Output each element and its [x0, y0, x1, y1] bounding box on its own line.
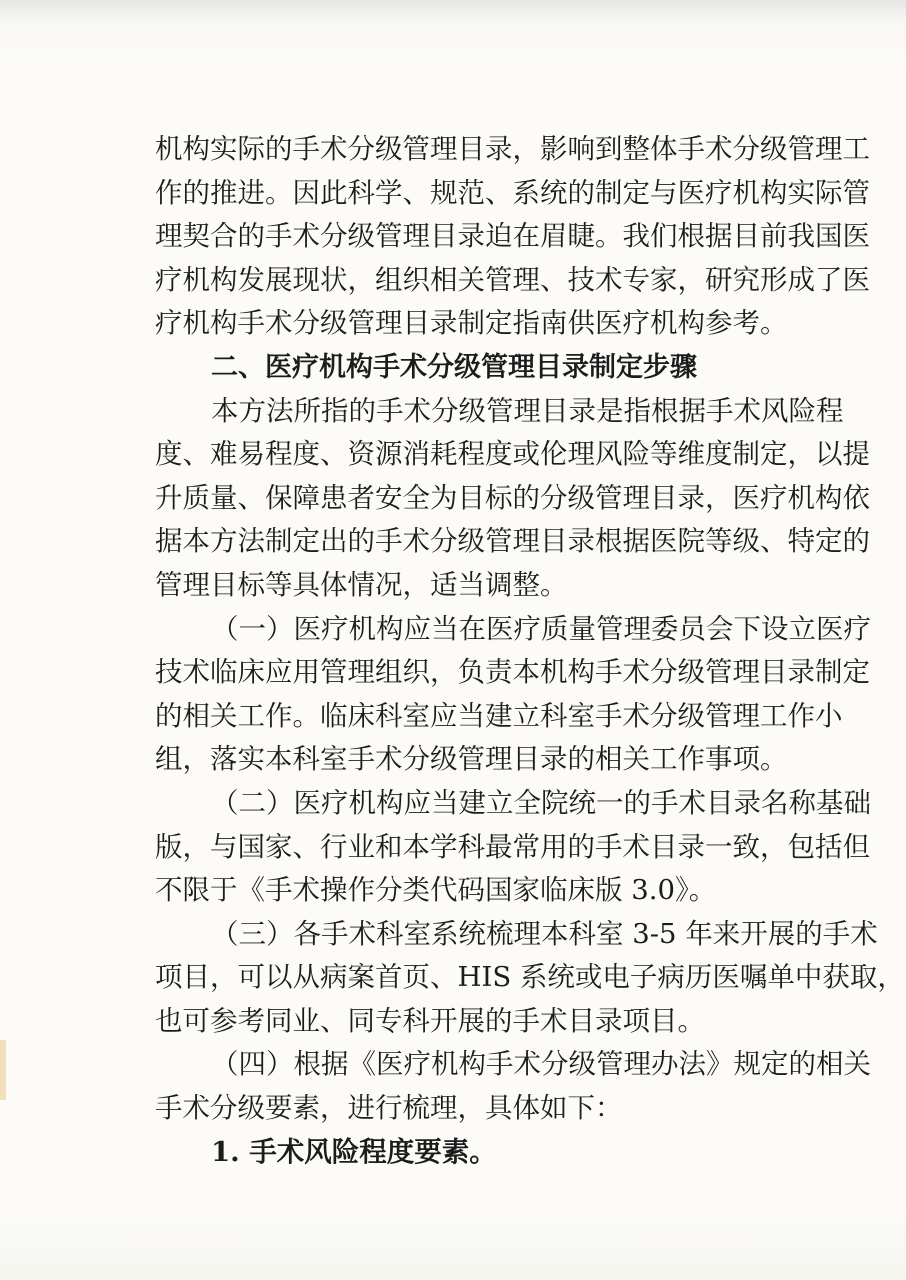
paragraph-line: （一）医疗机构应当在医疗质量管理委员会下设立医疗: [211, 612, 871, 645]
scan-edge: [0, 0, 906, 22]
subsection-heading: 1. 手术风险程度要素。: [211, 1135, 497, 1168]
paragraph-line: 理契合的手术分级管理目录迫在眉睫。我们根据目前我国医: [155, 220, 870, 253]
paragraph-line: （二）医疗机构应当建立全院统一的手术目录名称基础: [211, 786, 871, 819]
paragraph-line: 度、难易程度、资源消耗程度或伦理风险等维度制定，以提: [155, 438, 870, 471]
paragraph-line: 项目，可以从病案首页、HIS 系统或电子病历医嘱单中获取，: [155, 961, 905, 994]
paragraph-line: 疗机构手术分级管理目录制定指南供医疗机构参考。: [155, 307, 788, 340]
paragraph-line: 管理目标等具体情况，适当调整。: [155, 568, 568, 601]
paragraph-line: 本方法所指的手术分级管理目录是指根据手术风险程: [211, 394, 844, 427]
paragraph-line: 升质量、保障患者安全为目标的分级管理目录，医疗机构依: [155, 481, 870, 514]
scan-edge-mark: [0, 1040, 6, 1100]
section-heading: 二、医疗机构手术分级管理目录制定步骤: [211, 351, 697, 383]
paragraph-line: 手术分级要素，进行梳理，具体如下：: [155, 1092, 623, 1125]
paragraph-line: 机构实际的手术分级管理目录，影响到整体手术分级管理工: [155, 133, 870, 165]
paragraph-line: 疗机构发展现状，组织相关管理、技术专家，研究形成了医: [155, 263, 870, 296]
paragraph-line: 也可参考同业、同专科开展的手术目录项目。: [155, 1004, 705, 1037]
paragraph-line: （三）各手术科室系统梳理本科室 3-5 年来开展的手术: [211, 917, 878, 950]
paragraph-line: 技术临床应用管理组织，负责本机构手术分级管理目录制定: [155, 656, 870, 689]
paragraph-line: 组，落实本科室手术分级管理目录的相关工作事项。: [155, 743, 788, 776]
paragraph-line: 据本方法制定出的手术分级管理目录根据医院等级、特定的: [155, 525, 870, 558]
paragraph-line: 不限于《手术操作分类代码国家临床版 3.0》。: [155, 874, 717, 907]
paragraph-line: 的相关工作。临床科室应当建立科室手术分级管理工作小: [155, 699, 843, 732]
paragraph-line: 版，与国家、行业和本学科最常用的手术目录一致，包括但: [155, 830, 870, 863]
document-body: [155, 128, 905, 1174]
paragraph-line: （四）根据《医疗机构手术分级管理办法》规定的相关: [211, 1048, 871, 1081]
paragraph-line: 作的推进。因此科学、规范、系统的制定与医疗机构实际管: [155, 176, 870, 209]
